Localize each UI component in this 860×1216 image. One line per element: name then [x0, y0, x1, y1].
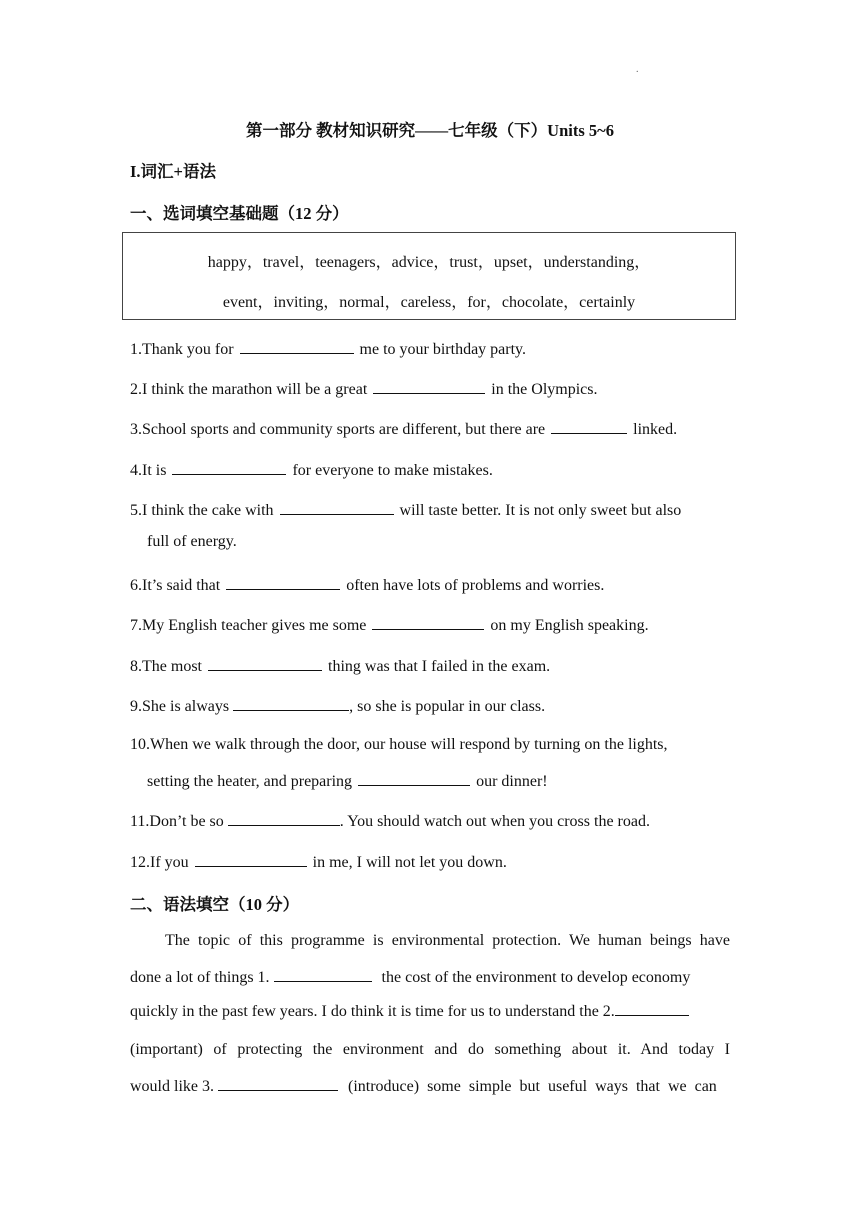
section-heading: I.词汇+语法 [130, 162, 216, 181]
passage-line: would like 3. (introduce) some simple but useful ways that we can [130, 1075, 730, 1096]
answer-blank[interactable] [195, 851, 307, 867]
answer-blank[interactable] [208, 655, 322, 671]
part2-heading: 二、语法填空（10 分） [130, 895, 300, 914]
passage-line: The topic of this programme is environmental protection. We human beings have [165, 932, 730, 949]
page-title: 第一部分 教材知识研究——七年级（下）Units 5~6 [246, 121, 614, 140]
passage-line: quickly in the past few years. I do think it is time for us to understand the 2. [130, 1000, 730, 1021]
answer-blank[interactable] [372, 614, 484, 630]
question-6: 6.It’s said that often have lots of problems and worries. [130, 574, 604, 595]
passage-line: done a lot of things 1. the cost of the environment to develop economy [130, 966, 730, 987]
part1-heading: 一、选词填空基础题（12 分） [130, 204, 349, 223]
answer-blank[interactable] [551, 418, 627, 434]
answer-blank[interactable] [615, 1000, 689, 1016]
answer-blank[interactable] [233, 695, 349, 711]
question-7: 7.My English teacher gives me some on my English speaking. [130, 614, 649, 635]
answer-blank[interactable] [172, 459, 286, 475]
question-10: 10.When we walk through the door, our house will respond by turning on the lights, [130, 736, 668, 753]
answer-blank[interactable] [280, 499, 394, 515]
question-8: 8.The most thing was that I failed in the exam. [130, 655, 550, 676]
answer-blank[interactable] [373, 378, 485, 394]
word-bank-row: event，inviting，normal，careless，for，chocolate，certainly [222, 294, 636, 311]
answer-blank[interactable] [218, 1075, 338, 1091]
question-2: 2.I think the marathon will be a great in the Olympics. [130, 378, 597, 399]
answer-blank[interactable] [240, 338, 354, 354]
question-5: 5.I think the cake with will taste better. It is not only sweet but also [130, 499, 681, 520]
question-11: 11.Don’t be so . You should watch out when you cross the road. [130, 810, 650, 831]
question-1: 1.Thank you for me to your birthday party. [130, 338, 526, 359]
answer-blank[interactable] [226, 574, 340, 590]
corner-mark: . [636, 64, 639, 75]
answer-blank[interactable] [228, 810, 340, 826]
word-bank-row: happy，travel，teenagers，advice，trust，upset，understanding， [207, 254, 651, 271]
word-bank [122, 232, 736, 320]
answer-blank[interactable] [274, 966, 372, 982]
passage-line: (important) of protecting the environment and do something about it. And today I [130, 1041, 730, 1058]
question-4: 4.It is for everyone to make mistakes. [130, 459, 493, 480]
question-12: 12.If you in me, I will not let you down. [130, 851, 507, 872]
answer-blank[interactable] [358, 770, 470, 786]
question-9: 9.She is always , so she is popular in our class. [130, 695, 545, 716]
question-5-continued: full of energy. [147, 533, 237, 550]
question-3: 3.School sports and community sports are different, but there are linked. [130, 418, 677, 439]
question-10-continued: setting the heater, and preparing our dinner! [147, 770, 548, 791]
